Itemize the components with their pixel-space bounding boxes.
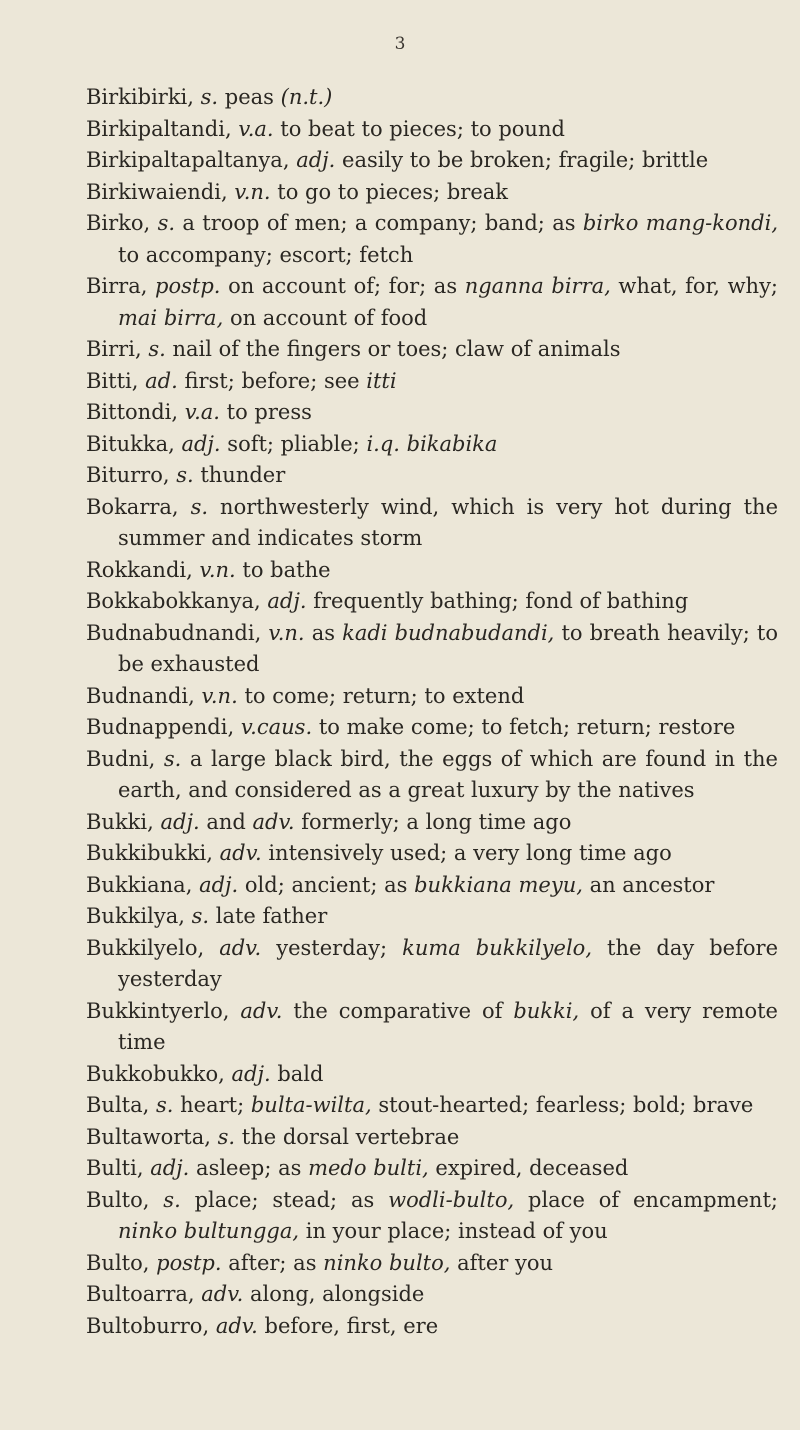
dictionary-entry (86, 1248, 778, 1280)
dictionary-entry (86, 807, 778, 839)
entry-def2: after you (457, 1250, 554, 1275)
entry-def3: in your place; instead of you (305, 1219, 608, 1243)
entry-pos: adv. (215, 1313, 258, 1338)
entry-def2: an ancestor (589, 872, 715, 897)
dictionary-entry (86, 901, 778, 933)
entry-pos: s. (163, 746, 182, 771)
entry-pos: adj. (267, 589, 307, 613)
entry-def: to go to pieces; break (277, 179, 508, 204)
entry-ex: bukki, (513, 998, 580, 1023)
dictionary-entry (86, 1311, 778, 1343)
entry-head: Bukkobukko, (86, 1061, 225, 1086)
dictionary-entry (86, 114, 778, 146)
entry-head: Birkiwaiendi, (86, 179, 228, 204)
entry-def: soft; pliable; (227, 431, 360, 456)
entry-ex: medo bulti, (308, 1156, 429, 1180)
dictionary-entry (86, 555, 778, 587)
dictionary-entry (86, 681, 778, 713)
entry-ex: bukkiana meyu, (414, 872, 583, 897)
entry-pos: postp. (156, 1250, 222, 1275)
entry-pos: s. (217, 1124, 236, 1149)
entry-pos: s. (176, 463, 194, 487)
entry-def: and (206, 809, 246, 834)
dictionary-entry (86, 1185, 778, 1248)
entry-pos: s. (163, 1187, 181, 1212)
entry-pos: v.a. (184, 400, 220, 424)
entry-def2: place of encampment; (528, 1187, 778, 1212)
dictionary-entry (86, 397, 778, 429)
entry-ex: wodli-bulto, (388, 1187, 515, 1212)
entry-def: before, first, ere (264, 1313, 439, 1338)
entry-head: Bukki, (86, 809, 154, 834)
entry-pos: v.n. (201, 683, 238, 708)
entry-head: Rokkandi, (86, 557, 193, 582)
entry-ex: birko mang-kondi, (582, 211, 778, 235)
entry-def2: stout-hearted; fearless; bold; brave (378, 1093, 754, 1117)
entry-def: to make come; to fetch; return; restore (318, 715, 736, 739)
entry-head: Bokarra, (86, 494, 179, 519)
entry-def: to beat to pieces; to pound (280, 116, 565, 141)
entry-def: old; ancient; as (244, 872, 408, 897)
dictionary-entry (86, 1153, 778, 1185)
entry-def: bald (277, 1061, 324, 1086)
entry-pos: v.n. (234, 179, 271, 204)
entry-def: peas (224, 85, 274, 109)
entry-def2: expired, deceased (435, 1156, 629, 1180)
entry-head: Bokkabokkanya, (86, 589, 261, 613)
entry-pos: postp. (155, 274, 221, 298)
entry-def: heart; (180, 1093, 245, 1117)
entry-pos: adj. (296, 148, 336, 172)
entry-head: Budnappendi, (86, 715, 235, 739)
entry-pos: ad. (145, 368, 178, 393)
entry-pos: s. (156, 1093, 174, 1117)
entry-head: Bukkiana, (86, 872, 193, 897)
dictionary-entry (86, 145, 778, 177)
entry-def: intensively used; a very long time ago (268, 841, 672, 865)
dictionary-entry (86, 82, 778, 114)
entry-head: Bulto, (86, 1250, 150, 1275)
dictionary-entry (86, 334, 778, 366)
entry-def2: the day before yesterday (118, 935, 778, 991)
entry-def: late father (215, 904, 328, 928)
entry-pos: v.n. (268, 620, 305, 645)
entry-head: Birkipaltapaltanya, (86, 148, 290, 172)
entry-def: northwesterly wind, which is very hot during the summer and indicates storm (118, 494, 778, 550)
entry-pos: v.n. (199, 557, 236, 582)
entry-pos: adv. (219, 841, 262, 865)
dictionary-entry (86, 1279, 778, 1311)
entry-ex: kuma bukkilyelo, (402, 935, 592, 960)
entry-ex: kadi budnabudandi, (342, 620, 555, 645)
entry-pos: s. (148, 337, 166, 361)
entry-def: first; before; see (184, 368, 360, 393)
dictionary-entry (86, 366, 778, 398)
entry-head: Bukkintyerlo, (86, 998, 230, 1023)
dictionary-entry (86, 271, 778, 334)
entry-pos: v.caus. (240, 715, 313, 739)
entry-def: easily to be broken; fragile; brittle (342, 148, 709, 172)
entry-def: to press (226, 400, 312, 424)
entry-ex2: ninko bultungga, (118, 1219, 300, 1243)
entry-def: on account of; for; as (228, 274, 458, 298)
entry-def2: of a very remote time (118, 998, 778, 1054)
dictionary-entry (86, 460, 778, 492)
dictionary-entry (86, 1122, 778, 1154)
dictionary-entry (86, 177, 778, 209)
entry-head: Budnabudnandi, (86, 620, 262, 645)
dictionary-entry (86, 492, 778, 555)
entry-head: Bulto, (86, 1187, 150, 1212)
dictionary-entry (86, 933, 778, 996)
entry-head: Bulta, (86, 1093, 150, 1117)
entry-head: Bitukka, (86, 431, 175, 456)
entry-def: frequently bathing; fond of bathing (313, 589, 689, 613)
entry-def: a large black bird, the eggs of which are found in the earth, and considered as a great luxury by the natives (118, 746, 778, 802)
dictionary-entry (86, 1090, 778, 1122)
entry-def: as (311, 620, 335, 645)
entry-head: Bitti, (86, 368, 139, 393)
page-number: 3 (394, 34, 406, 54)
entry-list (86, 82, 778, 1342)
entry-pos: adj. (231, 1061, 271, 1086)
entry-ex: ninko bulto, (323, 1250, 451, 1275)
entry-pos: adv. (240, 998, 283, 1023)
entry-note: (n.t.) (280, 85, 333, 109)
entry-def: to come; return; to extend (244, 683, 525, 708)
entry-def: along, alongside (249, 1282, 425, 1306)
entry-pos: s. (200, 85, 219, 109)
entry-pos: adj. (150, 1156, 190, 1180)
entry-head: Bukkilyelo, (86, 935, 205, 960)
entry-def3: on account of food (229, 305, 428, 330)
dictionary-entry (86, 744, 778, 807)
dictionary-entry (86, 712, 778, 744)
entry-def: yesterday; (276, 935, 388, 960)
entry-head: Budni, (86, 746, 156, 771)
dictionary-entry (86, 586, 778, 618)
entry-def2: formerly; a long time ago (301, 809, 572, 834)
dictionary-entry (86, 208, 778, 271)
entry-pos: s. (157, 211, 176, 235)
entry-pos: v.a. (238, 116, 274, 141)
entry-ex: bulta-wilta, (250, 1093, 372, 1117)
dictionary-entry (86, 870, 778, 902)
entry-head: Bultoarra, (86, 1282, 195, 1306)
entry-head: Bukkibukki, (86, 841, 213, 865)
entry-head: Bulti, (86, 1156, 144, 1180)
entry-pos: adj. (181, 431, 221, 456)
entry-def: the dorsal vertebrae (241, 1124, 460, 1149)
dictionary-entry (86, 1059, 778, 1091)
entry-def: the comparative of (293, 998, 503, 1023)
entry-def: asleep; as (196, 1156, 302, 1180)
entry-def: a troop of men; a company; band; as (182, 211, 576, 235)
entry-ex: adv. (252, 809, 295, 834)
dictionary-entry (86, 429, 778, 461)
entry-ex: itti (366, 368, 397, 393)
entry-ex: nganna birra, (464, 274, 611, 298)
entry-head: Bultaworta, (86, 1124, 211, 1149)
entry-def2: to breath heavily; to be exhausted (118, 620, 778, 676)
entry-head: Biturro, (86, 463, 170, 487)
entry-def: to bathe (242, 557, 331, 582)
entry-head: Bukkilya, (86, 904, 185, 928)
entry-head: Birra, (86, 274, 148, 298)
entry-pos: adj. (160, 809, 200, 834)
dictionary-entry (86, 838, 778, 870)
entry-ex: i.q. bikabika (366, 431, 498, 456)
entry-def: place; stead; as (194, 1187, 375, 1212)
entry-pos: adv. (219, 935, 262, 960)
dictionary-entry (86, 996, 778, 1059)
entry-def: after; as (228, 1250, 317, 1275)
entry-def2: to accompany; escort; fetch (118, 242, 414, 267)
entry-def: thunder (200, 463, 286, 487)
entry-head: Birko, (86, 211, 151, 235)
entry-head: Birkibirki, (86, 85, 194, 109)
entry-ex2: mai birra, (118, 305, 224, 330)
entry-head: Birri, (86, 337, 142, 361)
entry-def: nail of the fingers or toes; claw of animals (172, 337, 621, 361)
entry-pos: adv. (201, 1282, 244, 1306)
entry-head: Bultoburro, (86, 1313, 210, 1338)
entry-pos: s. (190, 494, 209, 519)
entry-pos: adj. (199, 872, 239, 897)
entry-pos: s. (191, 904, 210, 928)
entry-def2: what, for, why; (618, 274, 779, 298)
entry-head: Bittondi, (86, 400, 179, 424)
dictionary-entry (86, 618, 778, 681)
entry-head: Birkipaltandi, (86, 116, 232, 141)
entry-head: Budnandi, (86, 683, 195, 708)
